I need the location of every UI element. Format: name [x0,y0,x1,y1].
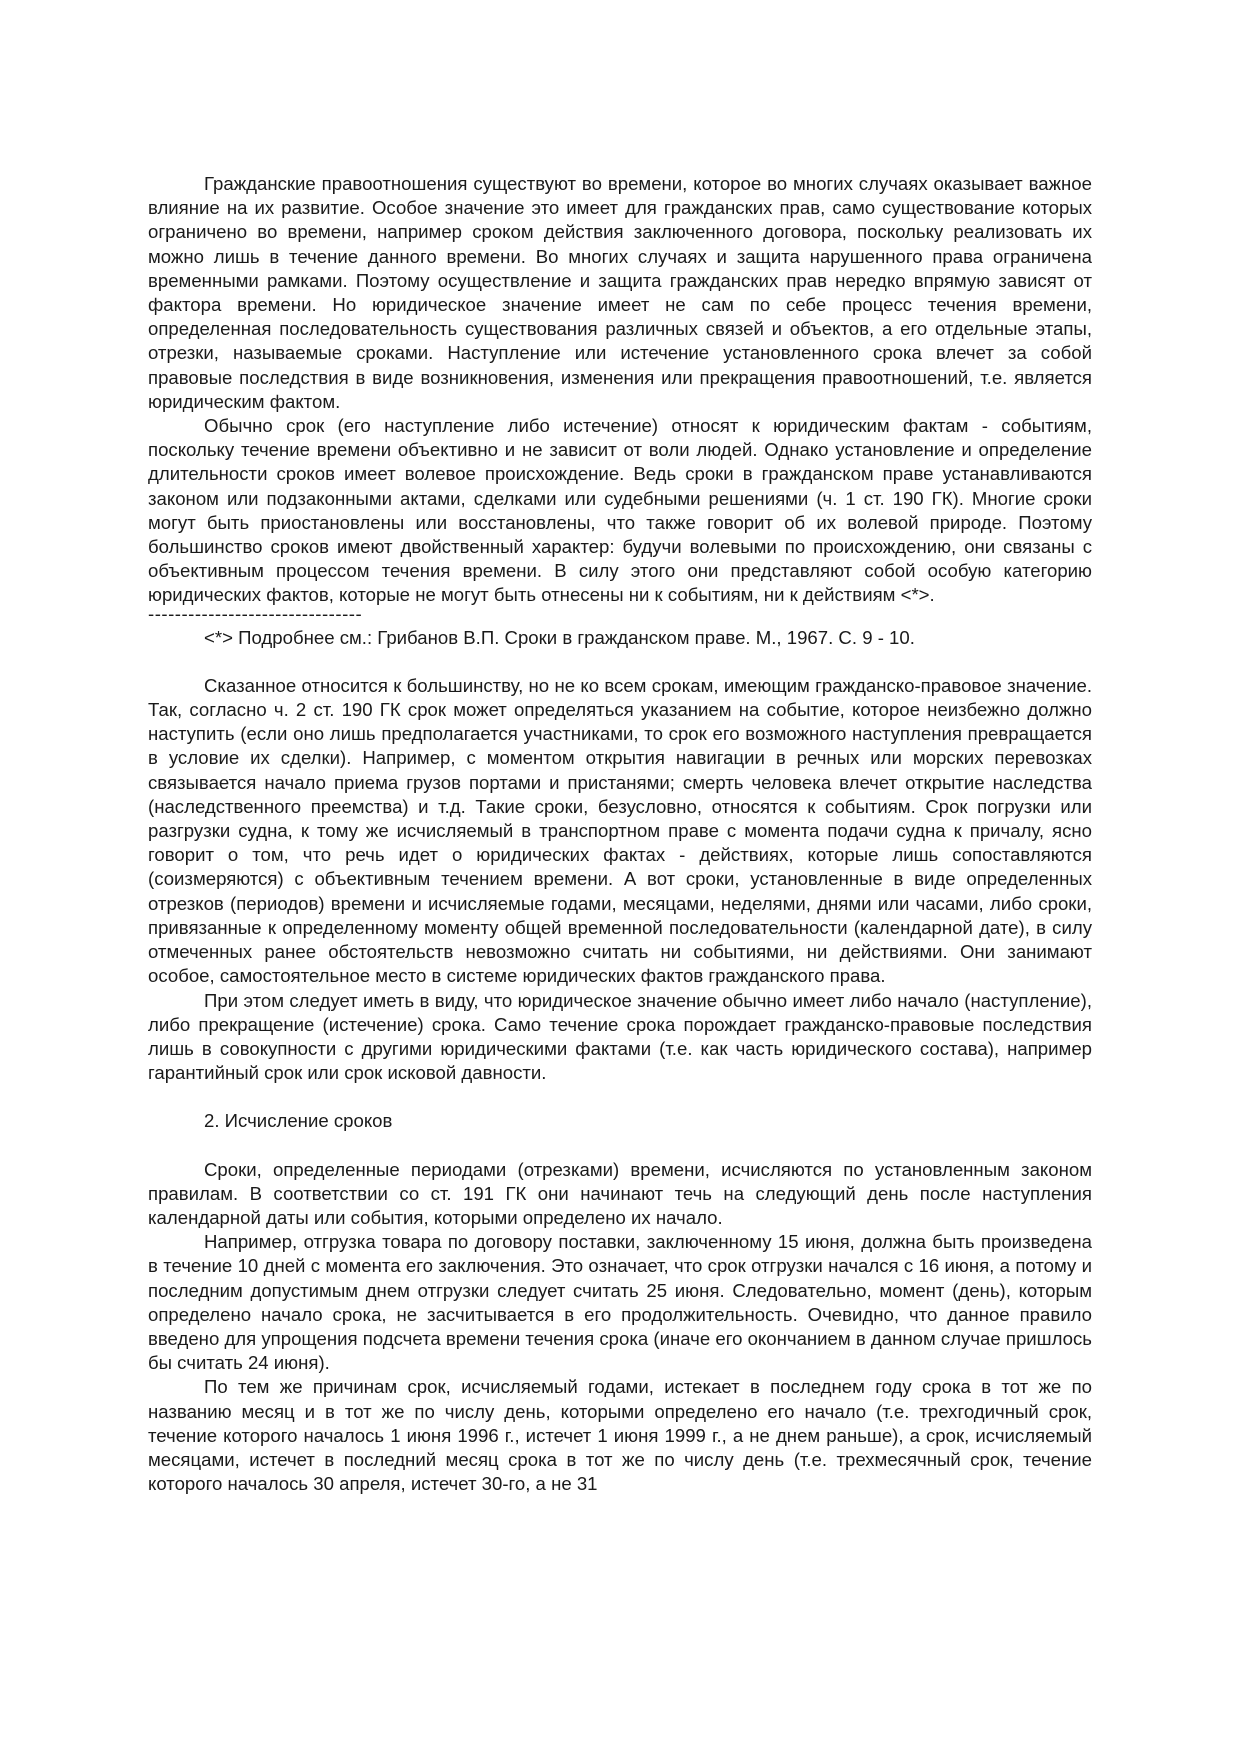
footnote: <*> Подробнее см.: Грибанов В.П. Сроки в гражданском праве. М., 1967. С. 9 - 10. [204,626,915,648]
document-page [148,172,1092,1496]
section-heading: 2. Исчисление сроков [204,1110,393,1132]
paragraph-example-shipment: Например, отгрузка товара по договору поставки, заключенному 15 июня, должна быть произведена в течение 10 дней с момента его заключения. Это означает, что срок отгрузки начался с 16 июня, а потому и последним допустимым днем отгрузки следует считать 25 июня. Следовательно, момент (день), которым определено начало срока, не засчитывается в его продолжительность. Очевидно, что данное правило введено для упрощения подсчета времени течения срока (иначе его окончанием в данном случае пришлось бы считать 24 июня). [148,1231,1092,1374]
paragraph-legal-significance: При этом следует иметь в виду, что юридическое значение обычно имеет либо начало (наступление), либо прекращение (истечение) срока. Само течение срока порождает гражданско-правовые последствия лишь в совокупности с другими юридическими фактами (т.е. как часть юридического состава), например гарантийный срок или срок исковой давности. [148,989,1092,1084]
paragraph-terms-nature: Обычно срок (его наступление либо истечение) относят к юридическим фактам - событиям, поскольку течение времени объективно и не зависит от воли людей. Однако установление и определение длительности сроков имеет волевое происхождение. Ведь сроки в гражданском праве устанавливаются законом или подзаконными актами, сделками или судебными решениями (ч. 1 ст. 190 ГК). Многие сроки могут быть приостановлены или восстановлены, что также говорит об их волевой природе. Поэтому большинство сроков имеют двойственный характер: будучи волевыми по происхождению, они связаны с объективным процессом течения времени. В силу этого они представляют собой особую категорию юридических фактов, которые не могут быть отнесены ни к событиям, ни к действиям <*>. [148,415,1092,606]
paragraph-years-months: По тем же причинам срок, исчисляемый годами, истекает в последнем году срока в тот же по названию месяц и в тот же по числу день, которыми определено его начало (т.е. трехгодичный срок, течение которого началось 1 июня 1996 г., истечет 1 июня 1999 г., а не днем раньше), а срок, исчисляемый месяцами, истечет в последний месяц срока в тот же по числу день (т.е. трехмесячный срок, течение которого началось 30 апреля, истечет 30-го, а не 31 [148,1376,1092,1495]
paragraph-events: Сказанное относится к большинству, но не ко всем срокам, имеющим гражданско-правовое значение. Так, согласно ч. 2 ст. 190 ГК срок может определяться указанием на событие, которое неизбежно должно наступить (если оно лишь предполагается участниками, то срок его возможного наступления превращается в условие их сделки). Например, с моментом открытия навигации в речных или морских перевозках связывается начало приема грузов портами и пристанями; смерть человека влечет открытие наследства (наследственного преемства) и т.д. Такие сроки, безусловно, относятся к событиям. Срок погрузки или разгрузки судна, к тому же исчисляемый в транспортном праве с момента подачи судна к причалу, ясно говорит о том, что речь идет о юридических фактах - действиях, которые лишь сопоставляются (соизмеряются) с объективным течением времени. А вот сроки, установленные в виде определенных отрезков (периодов) времени и исчисляемые годами, месяцами, неделями, днями или часами, либо сроки, привязанные к определенному моменту общей временной последовательности (календарной дате), в силу отмеченных ранее обстоятельств невозможно считать ни событиями, ни действиями. Они занимают особое, самостоятельное место в системе юридических фактов гражданского права. [148,674,1092,987]
footnote-divider: -------------------------------- [148,607,363,620]
paragraph-intro: Гражданские правоотношения существуют во времени, которое во многих случаях оказывает важное влияние на их развитие. Особое значение это имеет для гражданских прав, само существование которых ограничено во времени, например сроком действия заключенного договора, поскольку реализовать их можно лишь в течение данного времени. Во многих случаях и защита нарушенного права ограничена временными рамками. Поэтому осуществление и защита гражданских прав нередко впрямую зависят от фактора времени. Но юридическое значение имеет не сам по себе процесс течения времени, определенная последовательность существования различных связей и объектов, а его отдельные этапы, отрезки, называемые сроками. Наступление или истечение установленного срока влечет за собой правовые последствия в виде возникновения, изменения или прекращения правоотношений, т.е. является юридическим фактом. [148,173,1092,412]
paragraph-calculation-rules: Сроки, определенные периодами (отрезками) времени, исчисляются по установленным законом правилам. В соответствии со ст. 191 ГК они начинают течь на следующий день после наступления календарной даты или события, которыми определено их начало. [148,1158,1092,1228]
